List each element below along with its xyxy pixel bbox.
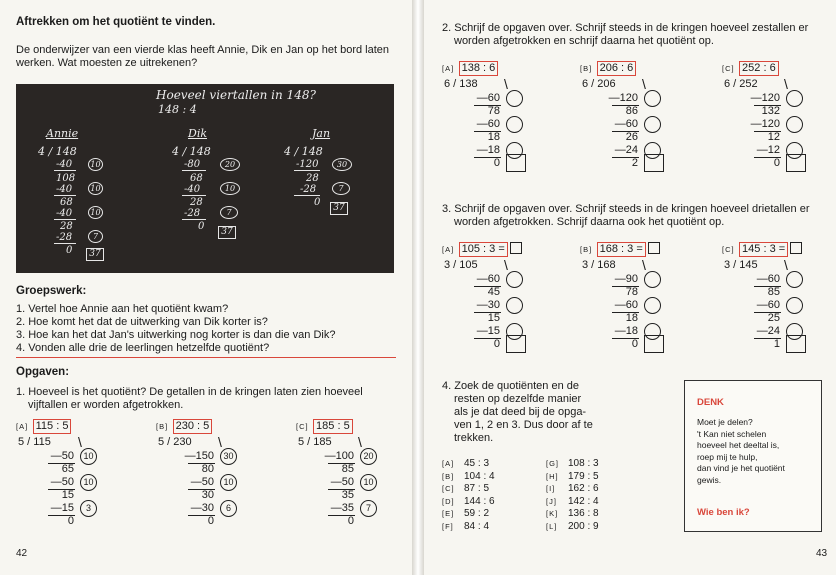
working-number: —60 (614, 299, 638, 311)
working-number: 80 (201, 463, 214, 475)
working-number: 65 (61, 463, 74, 475)
dik-circle: 20 (220, 158, 240, 171)
list-item (546, 508, 599, 520)
working-number: —15 (50, 502, 74, 514)
working-number: —50 (190, 476, 214, 488)
list-expression: 84 : 4 (464, 521, 490, 532)
quotient-square[interactable] (506, 154, 526, 172)
list-expression: 108 : 3 (568, 458, 599, 469)
dik-line: -28 (184, 208, 201, 219)
working-number: 0 (773, 157, 780, 169)
jan-line: 28 (306, 173, 319, 184)
list-item (442, 471, 495, 483)
annie-result: 37 (86, 248, 104, 261)
denk-line: gewis. (697, 474, 722, 485)
list-label: [H] (546, 471, 559, 481)
quotient-square[interactable] (786, 154, 806, 172)
exercise-2a (442, 58, 498, 76)
list-label: [B] (442, 471, 455, 481)
annie-circle: 10 (88, 158, 103, 171)
working-number: 30 (201, 489, 214, 501)
exercise-expression: 105 : 3 = (459, 242, 508, 257)
question-1-line-2: vijftallen er worden afgetrokken. (28, 399, 184, 411)
list-label: [I] (546, 484, 556, 494)
list-expression: 142 : 4 (568, 495, 599, 507)
working-number: —60 (756, 299, 780, 311)
list-expression: 179 : 5 (568, 470, 599, 482)
working-number: 85 (341, 463, 354, 475)
count-circle[interactable] (644, 271, 661, 288)
dik-line: 68 (190, 173, 203, 184)
working-number: —12 (756, 144, 780, 156)
dik-result: 37 (218, 226, 236, 239)
working-number: —60 (476, 118, 500, 130)
count-circle: 10 (80, 474, 97, 491)
list-expression: 104 : 4 (464, 470, 495, 482)
count-circle[interactable] (644, 297, 661, 314)
board-name-jan: Jan (312, 127, 331, 140)
list-label: [G] (546, 459, 560, 468)
groepswerk-item: 3. Hoe kan het dat Jan's uitwerking nog korter is dan die van Dik? (16, 329, 336, 341)
division-head: 3 / 168 (582, 259, 616, 271)
division-head: 6 / 138 (444, 78, 478, 90)
answer-square[interactable] (648, 242, 660, 254)
list-expression: 144 : 6 (464, 495, 495, 507)
exercise-expression: 206 : 6 (597, 61, 637, 76)
exercise-expression: 252 : 6 (739, 61, 779, 76)
count-circle[interactable] (786, 271, 803, 288)
working-number: 12 (767, 131, 780, 143)
question-2-line-2: worden afgetrokken en schrijf daarna het quotiënt op. (454, 35, 714, 47)
count-circle: 10 (360, 474, 377, 491)
dik-line: 28 (190, 197, 203, 208)
question-4-line: ven 1, 2 en 3. Dus door af te (454, 419, 593, 431)
jan-result: 37 (330, 202, 348, 215)
board-expression: 148 : 4 (158, 103, 197, 116)
list-label: [D] (442, 496, 455, 506)
exercise-3b (580, 239, 660, 257)
working-number: 86 (625, 105, 638, 117)
working-number: 0 (631, 338, 638, 350)
working-number: —50 (50, 450, 74, 462)
quotient-square[interactable] (506, 335, 526, 353)
working-number: 26 (625, 131, 638, 143)
working-number: —60 (756, 273, 780, 285)
working-number: —24 (614, 144, 638, 156)
count-circle[interactable] (786, 90, 803, 107)
board-name-dik: Dik (188, 127, 208, 140)
exercise-label: [C] (296, 422, 309, 431)
quotient-square[interactable] (786, 335, 806, 353)
left-page (0, 0, 412, 575)
annie-circle: 7 (88, 230, 103, 243)
list-expression: 45 : 3 (464, 458, 490, 469)
count-circle: 30 (220, 448, 237, 465)
annie-line: -40 (56, 208, 73, 219)
working-number: 18 (625, 312, 638, 324)
board-name-annie: Annie (46, 127, 79, 140)
quotient-square[interactable] (644, 335, 664, 353)
division-head: 3 / 105 (444, 259, 478, 271)
division-head: 5 / 230 (158, 436, 192, 448)
working-number: —24 (756, 325, 780, 337)
working-number: —150 (184, 450, 214, 462)
jan-line: 0 (314, 197, 321, 208)
count-circle: 7 (360, 500, 377, 517)
intro-line-1: De onderwijzer van een vierde klas heeft Annie, Dik en Jan op het bord laten (16, 44, 390, 56)
dik-line: -80 (184, 159, 201, 170)
chalkboard-image (16, 84, 394, 273)
exercise-expression: 115 : 5 (33, 419, 72, 434)
exercise-label: [C] (722, 64, 735, 73)
intro-line-2: werken. Wat moesten ze uitrekenen? (16, 57, 198, 69)
list-label: [A] (442, 459, 455, 468)
count-circle[interactable] (644, 90, 661, 107)
exercise-2c (722, 58, 779, 76)
division-bracket: \ (358, 434, 362, 450)
exercise-label: [B] (580, 64, 593, 73)
question-2-line-1: 2. Schrijf de opgaven over. Schrijf steeds in de kringen hoeveel zestallen er (442, 22, 809, 34)
denk-line: dan vind je het quotiënt (697, 463, 785, 473)
list-label: [C] (442, 484, 455, 494)
exercise-label: [A] (442, 64, 455, 73)
exercise-expression: 138 : 6 (459, 61, 499, 76)
count-circle[interactable] (786, 116, 803, 133)
denk-who: Wie ben ik? (697, 507, 750, 518)
exercise-expression: 230 : 5 (173, 419, 213, 434)
list-item (442, 521, 489, 533)
denk-line: roep mij te hulp, (697, 451, 758, 462)
annie-line: 108 (56, 173, 76, 184)
working-number: 25 (767, 312, 780, 324)
question-4-line: trekken. (454, 432, 494, 444)
working-number: —120 (750, 92, 780, 104)
denk-line: 't Kan niet schelen (697, 428, 767, 439)
division-head: 5 / 115 (18, 436, 51, 448)
book-gutter (412, 0, 424, 575)
exercise-3a (442, 239, 522, 257)
count-circle: 3 (80, 500, 97, 517)
division-bracket: \ (784, 257, 788, 273)
working-number: —100 (324, 450, 354, 462)
question-4-line: resten op dezelfde manier (454, 393, 582, 405)
working-number: —50 (50, 476, 74, 488)
working-number: 78 (625, 286, 638, 298)
working-number: —30 (190, 502, 214, 514)
answer-square[interactable] (510, 242, 522, 254)
denk-box (684, 380, 822, 532)
annie-line: 0 (66, 245, 73, 256)
annie-line: 68 (60, 197, 73, 208)
working-number: —15 (476, 325, 500, 337)
annie-circle: 10 (88, 206, 103, 219)
count-circle: 6 (220, 500, 237, 517)
annie-head: 4 / 148 (38, 145, 77, 158)
working-number: 1 (773, 338, 780, 350)
division-head: 3 / 145 (724, 259, 758, 271)
groepswerk-title: Groepswerk: (16, 285, 87, 297)
working-number: —60 (476, 92, 500, 104)
exercise-label: [C] (722, 245, 735, 254)
list-item (546, 458, 599, 470)
working-number: 15 (487, 312, 500, 324)
annie-line: -28 (56, 232, 73, 243)
list-expression: 200 : 9 (568, 521, 599, 532)
working-number: —30 (476, 299, 500, 311)
list-item (546, 483, 599, 495)
division-head: 6 / 206 (582, 78, 616, 90)
working-number: —120 (608, 92, 638, 104)
working-number: 0 (493, 157, 500, 169)
jan-circle: 30 (332, 158, 352, 171)
division-bracket: \ (504, 76, 508, 92)
working-number: 0 (347, 515, 354, 527)
answer-square[interactable] (790, 242, 802, 254)
list-item (442, 458, 489, 470)
question-1-line-1: 1. Hoeveel is het quotiënt? De getallen in de kringen laten zien hoeveel (16, 386, 363, 398)
opgaven-title: Opgaven: (16, 366, 70, 378)
quotient-square[interactable] (644, 154, 664, 172)
count-circle: 10 (80, 448, 97, 465)
exercise-expression: 168 : 3 = (597, 242, 646, 257)
count-circle: 20 (360, 448, 377, 465)
exercise-3c (722, 239, 802, 257)
list-expression: 162 : 6 (568, 483, 599, 495)
count-circle[interactable] (506, 297, 523, 314)
exercise-label: [A] (16, 422, 29, 431)
dik-head: 4 / 148 (172, 145, 211, 158)
dik-circle: 7 (220, 206, 238, 219)
list-item (546, 521, 599, 533)
division-head: 6 / 252 (724, 78, 758, 90)
list-label: [E] (442, 509, 455, 519)
board-question: Hoeveel viertallen in 148? (156, 88, 316, 102)
working-number: 132 (761, 105, 780, 117)
jan-circle: 7 (332, 182, 350, 195)
working-number: 45 (487, 286, 500, 298)
groepswerk-item: 1. Vertel hoe Annie aan het quotiënt kwam? (16, 303, 229, 315)
list-expression: 136 : 8 (568, 508, 599, 520)
jan-line: -28 (300, 184, 317, 195)
working-number: 0 (67, 515, 74, 527)
groepswerk-item: 4. Vonden alle drie de leerlingen hetzelfde quotiënt? (16, 342, 270, 354)
page-number: 43 (816, 548, 828, 559)
list-label: [F] (442, 522, 454, 531)
exercise-1b (156, 416, 212, 434)
working-number: 18 (487, 131, 500, 143)
right-page (424, 0, 836, 575)
count-circle[interactable] (644, 116, 661, 133)
working-number: 2 (631, 157, 638, 169)
page-title: Aftrekken om het quotiënt te vinden. (16, 16, 216, 28)
exercise-1c (296, 416, 353, 434)
annie-line: 28 (60, 221, 73, 232)
list-label: [J] (546, 496, 557, 506)
exercise-expression: 145 : 3 = (739, 242, 788, 257)
exercise-label: [B] (156, 422, 169, 431)
annie-line: -40 (56, 184, 73, 195)
annie-line: -40 (56, 159, 73, 170)
division-bracket: \ (218, 434, 222, 450)
question-4-line: als je dat deed bij de opga- (454, 406, 587, 418)
working-number: 85 (767, 286, 780, 298)
division-bracket: \ (784, 76, 788, 92)
working-number: —120 (750, 118, 780, 130)
working-number: 15 (61, 489, 74, 501)
list-item (442, 483, 489, 495)
list-item (442, 496, 495, 508)
denk-line: hoeveel het deeltal is, (697, 440, 780, 450)
count-circle: 10 (220, 474, 237, 491)
question-3-line-1: 3. Schrijf de opgaven over. Schrijf steeds in de kringen hoeveel drietallen er (442, 203, 810, 215)
question-3-line-2: worden afgetrokken. Schrijf daarna ook het quotiënt op. (454, 216, 725, 228)
denk-text (697, 417, 785, 486)
working-number: —50 (330, 476, 354, 488)
list-item (442, 508, 489, 520)
count-circle[interactable] (506, 116, 523, 133)
working-number: —18 (614, 325, 638, 337)
division-bracket: \ (78, 434, 82, 450)
exercise-expression: 185 : 5 (313, 419, 353, 434)
page-number: 42 (16, 548, 28, 559)
division-bracket: \ (642, 76, 646, 92)
working-number: 0 (207, 515, 214, 527)
exercise-label: [B] (580, 245, 593, 254)
working-number: —90 (614, 273, 638, 285)
division-bracket: \ (504, 257, 508, 273)
dik-line: 0 (198, 221, 205, 232)
jan-head: 4 / 148 (284, 145, 323, 158)
list-item (546, 496, 599, 508)
list-label: [L] (546, 522, 558, 531)
list-label: [K] (546, 509, 559, 519)
working-number: —60 (476, 273, 500, 285)
division-head: 5 / 185 (298, 436, 332, 448)
annie-circle: 10 (88, 182, 103, 195)
count-circle[interactable] (506, 90, 523, 107)
list-expression: 59 : 2 (464, 508, 490, 520)
section-divider (16, 357, 396, 358)
division-bracket: \ (642, 257, 646, 273)
count-circle[interactable] (786, 297, 803, 314)
exercise-2b (580, 58, 636, 76)
dik-circle: 10 (220, 182, 240, 195)
list-item (546, 471, 599, 483)
working-number: 35 (341, 489, 354, 501)
groepswerk-item: 2. Hoe komt het dat de uitwerking van Dik korter is? (16, 316, 268, 328)
working-number: 0 (493, 338, 500, 350)
working-number: —35 (330, 502, 354, 514)
exercise-1a (16, 416, 71, 434)
working-number: —60 (614, 118, 638, 130)
working-number: 78 (487, 105, 500, 117)
list-expression: 87 : 5 (464, 483, 490, 495)
dik-line: -40 (184, 184, 201, 195)
jan-line: -120 (296, 159, 319, 170)
denk-line: Moet je delen? (697, 417, 753, 427)
count-circle[interactable] (506, 271, 523, 288)
question-4-line: 4. Zoek de quotiënten en de (442, 380, 579, 392)
exercise-label: [A] (442, 245, 455, 254)
denk-title: DENK (697, 397, 724, 408)
working-number: —18 (476, 144, 500, 156)
